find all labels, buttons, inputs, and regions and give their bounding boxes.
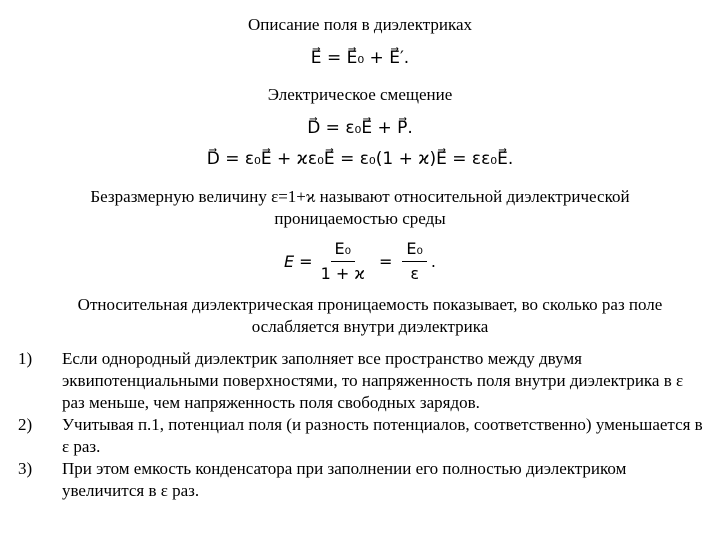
fraction-1 [317, 239, 369, 284]
fraction-2 [402, 239, 427, 284]
fraction-2-denominator: ε [410, 263, 419, 283]
ratio-lhs: E = [283, 251, 313, 271]
displacement-expanded-formula: D⃗ = ε₀E⃗ + ϰε₀E⃗ = ε₀(1 + ϰ)E⃗ = εε₀E⃗. [206, 149, 514, 169]
displacement-formula: D⃗ = ε₀E⃗ + P⃗. [307, 118, 413, 138]
field-ratio-formula [0, 236, 720, 286]
ratio-tail: . [430, 251, 436, 271]
list-item-number: 3) [18, 459, 33, 478]
fraction-1-numerator: E₀ [331, 239, 356, 262]
ratio-equals: = [378, 251, 393, 271]
list-item-number: 2) [18, 415, 33, 434]
section-subtitle: Электрическое смещение [267, 85, 453, 104]
page-title: Описание поля в диэлектриках [247, 15, 473, 34]
fraction-2-numerator: E₀ [402, 239, 427, 262]
list-item-text: При этом емкость конденсатора при заполнении его полностью диэлектриком увеличится в ε раз. [62, 459, 627, 500]
list-item-text: Если однородный диэлектрик заполняет все пространство между двумя эквипотенциальными поверхностями, то напряженность поля внутри диэлектрика в ε раз меньше, чем напряженность поля свободных зарядов. [62, 349, 684, 412]
list-item-number: 1) [18, 349, 33, 368]
list-item-text: Учитывая п.1, потенциал поля (и разность потенциалов, соответственно) уменьшается в ε раз. [62, 415, 703, 456]
permittivity-meaning: Относительная диэлектрическая проницаемость показывает, во сколько раз поле ослабляется внутри диэлектрика [77, 295, 663, 336]
fraction-1-denominator: 1 + ϰ [320, 263, 365, 283]
list-item [18, 458, 708, 502]
numbered-list [18, 348, 708, 502]
field-superposition-formula: E⃗ = E⃗₀ + E⃗′. [310, 48, 410, 68]
list-item [18, 348, 708, 414]
permittivity-definition: Безразмерную величину ε=1+ϰ называют относительной диэлектрической проницаемостью среды [90, 187, 630, 228]
list-item [18, 414, 708, 458]
